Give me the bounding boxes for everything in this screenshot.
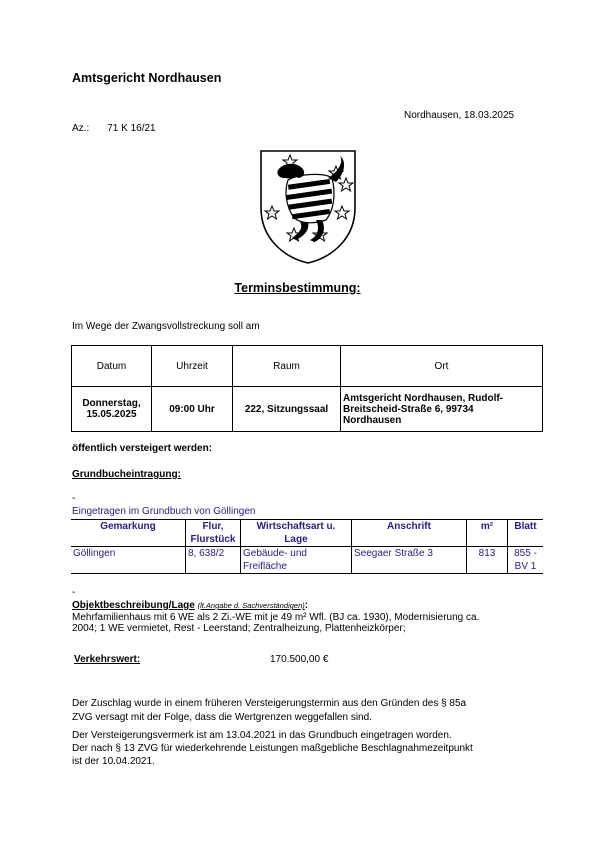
col-qm: m² bbox=[467, 520, 508, 547]
thuringia-coat-of-arms bbox=[258, 148, 358, 266]
cell-qm: 813 bbox=[467, 547, 508, 574]
place-date: Nordhausen, 18.03.2025 bbox=[404, 110, 515, 121]
cell-gemarkung: Göllingen bbox=[71, 547, 186, 574]
table-row bbox=[71, 547, 543, 574]
col-flur: Flur, Flurstück bbox=[186, 520, 241, 547]
col-gemarkung: Gemarkung bbox=[71, 520, 186, 547]
az-number: 71 K 16/21 bbox=[107, 123, 156, 134]
vermerk-paragraph: Der Versteigerungsvermerk ist am 13.04.2021 in das Grundbuch eingetragen worden. Der nach § 13 ZVG für wiederkehrende Leistungen maßgebliche Beschlagnahmezeitpunkt ist der 10.04.2021. bbox=[72, 730, 473, 767]
versteigert-text: öffentlich versteigert werden: bbox=[72, 443, 213, 454]
termin-table bbox=[71, 345, 543, 432]
az-label: Az.: bbox=[72, 123, 90, 134]
file-reference bbox=[72, 123, 156, 134]
objekt-note: (lt.Angabe d. Sachverständigen) bbox=[197, 601, 305, 610]
cell-anschrift: Seegaer Straße 3 bbox=[352, 547, 467, 574]
objekt-description: Mehrfamilienhaus mit 6 WE als 2 Zi.-WE mit je 49 m² Wfl. (BJ ca. 1930), Modernisierung ca. 2004; 1 WE vermietet, Rest - Leerstand; Zentralheizung, Plattenheizkörper; bbox=[72, 612, 480, 634]
court-name: Amtsgericht Nordhausen bbox=[72, 71, 222, 85]
termin-time: 09:00 Uhr bbox=[152, 387, 233, 432]
eingetragen-text: Eingetragen im Grundbuch von Göllingen bbox=[72, 506, 256, 517]
termin-room: 222, Sitzungssaal bbox=[233, 387, 341, 432]
verkehrswert-value: 170.500,00 € bbox=[270, 654, 329, 665]
header-raum: Raum bbox=[233, 346, 341, 387]
col-anschrift: Anschrift bbox=[352, 520, 467, 547]
cell-flur: 8, 638/2 bbox=[186, 547, 241, 574]
grundbuch-table bbox=[71, 519, 543, 574]
cell-blatt: 855 - BV 1 bbox=[508, 547, 544, 574]
col-blatt: Blatt bbox=[508, 520, 544, 547]
termin-date: Donnerstag, 15.05.2025 bbox=[72, 387, 152, 432]
zuschlag-paragraph: Der Zuschlag wurde in einem früheren Versteigerungstermin aus den Gründen des § 85a ZVG versagt mit der Folge, dass die Wertgrenzen weggefallen sind. bbox=[72, 698, 467, 723]
grundbuch-heading: Grundbucheintragung: bbox=[72, 469, 181, 480]
cell-wirtschaftsart: Gebäude- und Freifläche bbox=[241, 547, 352, 574]
separator-dash: - bbox=[72, 587, 76, 598]
header-uhrzeit: Uhrzeit bbox=[152, 346, 233, 387]
header-ort: Ort bbox=[341, 346, 543, 387]
verkehrswert-label: Verkehrswert: bbox=[74, 654, 141, 665]
page-title: Terminsbestimmung: bbox=[234, 281, 361, 295]
intro-text: Im Wege der Zwangsvollstreckung soll am bbox=[72, 321, 260, 332]
termin-place: Amtsgericht Nordhausen, Rudolf- Breitscheid-Straße 6, 99734 Nordhausen bbox=[341, 387, 543, 432]
header-datum: Datum bbox=[72, 346, 152, 387]
objekt-heading: Objektbeschreibung/Lage (lt.Angabe d. Sachverständigen): bbox=[72, 600, 309, 611]
separator-dash: - bbox=[72, 493, 76, 504]
col-wirtschaftsart: Wirtschaftsart u. Lage bbox=[241, 520, 352, 547]
